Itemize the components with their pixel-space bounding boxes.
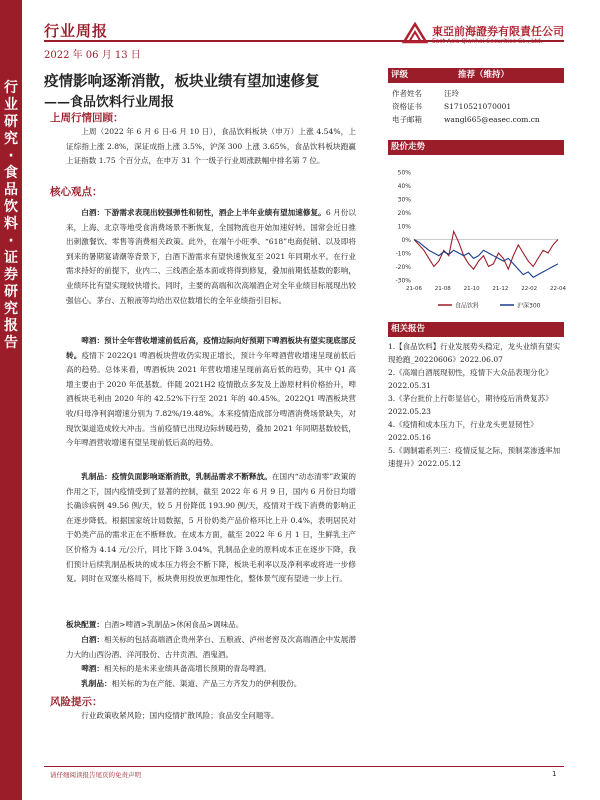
logo-mark-icon xyxy=(402,22,428,44)
analyst-email-key: 电子邮箱 xyxy=(392,115,422,124)
legend-label: 食品饮料 xyxy=(455,302,480,310)
risk-section-title: 风险提示： xyxy=(50,696,103,708)
analyst-cert-row xyxy=(388,100,564,113)
beer-lead: 啤酒：预计全年营收增速前低后高，疫情边际向好预期下啤酒板块有望实现底部反转。 xyxy=(66,336,356,360)
sidebar-band xyxy=(0,0,22,800)
analyst-name-row xyxy=(388,87,564,100)
disclaimer-note: 请仔细阅读报告尾页的免责声明 xyxy=(50,771,141,779)
review-paragraph: 上周（2022 年 6 月 6 日-6 月 10 日），食品饮料板块（申万）上涨 4.54%，上证综指上涨 2.8%，深证成指上涨 3.5%，沪深 300 上涨 3.65%，食品饮料板块跑赢上证指数 1.75 个百分点，在申万 31 个一级子行业周涨跌幅中排名第 7 位。 xyxy=(66,127,356,166)
pick-baijiu xyxy=(66,633,356,662)
analyst-email-row xyxy=(388,113,564,126)
x-tick-label: 21-08 xyxy=(434,286,451,292)
pick-dairy xyxy=(66,677,356,692)
logo-company-name-en: East Asia Qianhai Securities Co., Ltd. xyxy=(432,38,543,45)
report-date: 2022 年 06 月 13 日 xyxy=(44,50,141,61)
dairy-lead: 乳制品：疫情负面影响逐渐消散，乳制品需求不断释放。 xyxy=(81,472,272,481)
sidebar-category-text: 行业研究·食品饮料·证券研究报告 xyxy=(4,80,18,351)
pick-dairy-label: 乳制品： xyxy=(81,679,112,688)
x-tick-label: 22-02 xyxy=(521,286,538,292)
pick-baijiu-text: 相关标的包括高端酒企贵州茅台、五粮液、泸州老窖及次高端酒企中发展潜力大的山西汾酒、洋河股份、古井贡酒、酒鬼酒。 xyxy=(66,635,356,659)
sector-text: 白酒>啤酒>乳制品>休闲食品>调味品。 xyxy=(103,620,244,629)
y-tick-label: 0% xyxy=(401,237,411,244)
rating-box xyxy=(388,68,564,126)
dairy-text: 在国内“动态清零”政策的作用之下，国内疫情受到了显著的控制，截至 2022 年 6 月 9 日，国内 6 月份日均增长确诊病例 49.56 例/天，较 5 月份降低 193.90 例/天，疫情对于线下消费的影响正在逐步降低。根据国家统计局数据，5 月份奶类产品价格环比上升 0.4%，表明居民对于奶类产品的需求正在不断释放。在成本方面，截至 2022 年 6 月 1 日，生鲜乳主产区价格为 4.14 元/公斤，同比下降 3.04%，乳制品企业的原料成本正在逐步下降，我们预计后续乳制品板块的成本压力将会不断下降，板块毛利率以及净利率或将进一步修复。同时在双塞头格局下，板块费用投放更加理性化，整体景气度有望进一步上行。 xyxy=(66,472,357,584)
series-line-1 xyxy=(414,240,558,278)
sector-label: 板块配置： xyxy=(66,620,104,629)
analyst-email-value[interactable]: wangl665@easec.com.cn xyxy=(444,115,540,124)
analyst-cert-key: 资格证书 xyxy=(392,102,422,111)
y-tick-label: -10% xyxy=(395,250,411,258)
baijiu-text: 6 月份以来，上海、北京等地受食消费场景不断恢复，全国物流也开始加速好转。国常会近日推出刺激餐饮、零售等消费相关政策。此外，在端午小旺季、“618”电商促销、以及即将到来的暑期宴请潮等背景下，白酒下游需求有望快速恢复至 2021 年同期水平。在行业需求持好的前提下，业内二、三线酒企基本面或将得到修复，叠加前期低基数的影响，业绩环比有望实现较快增长。同时，主要的高端和次高端酒企对全年业绩目标展现出较强信心。茅台、五粮液等均给出双位数增长的全年业绩指引目标。 xyxy=(66,208,356,305)
pick-baijiu-label: 白酒： xyxy=(81,635,105,644)
related-header: 相关报告 xyxy=(388,322,564,337)
y-tick-label: -30% xyxy=(395,277,411,285)
y-tick-label: 20% xyxy=(397,210,411,217)
analyst-name-key: 作者姓名 xyxy=(392,89,422,98)
beer-text: 疫情下 2022Q1 啤酒板块营收仍实现正增长，预计今年啤酒营收增速呈现前低后高的趋势。总体来看，啤酒板块 2021 年营收增速呈现前高后低的趋势，其中 Q1 高增主要由于 2020 年低基数。伴随 2021H2 疫情散点多发及上游原材料价格抬升，啤酒板块毛利由 2020 年的 42.52%下行至 2021 年的 40.45%。2022Q1 啤酒板块营收/归母净利润增速分别为 7.82%/19.48%。本来疫情造成部分啤酒消费场景缺失，对现饮渠道造成较大冲击。当前疫情已出现边际转暖趋势，叠加 2021 年同期基数较低，今年啤酒营收增速有望呈现前低后高的趋势。 xyxy=(66,350,356,448)
pick-dairy-text: 相关标的为在产能、渠道、产品三方齐发力的伊利股份。 xyxy=(111,679,302,688)
dairy-paragraph xyxy=(66,470,356,587)
pick-beer-label: 啤酒： xyxy=(81,664,104,673)
rating-value: 推荐（维持） xyxy=(458,70,510,80)
sector-allocation xyxy=(66,618,356,633)
x-tick-label: 22-04 xyxy=(550,286,566,292)
y-tick-label: 50% xyxy=(397,169,411,177)
series-line-0 xyxy=(414,231,558,269)
x-tick-label: 21-06 xyxy=(406,286,422,292)
y-tick-label: 40% xyxy=(397,183,411,190)
company-logo xyxy=(402,20,562,50)
pick-beer xyxy=(66,662,356,677)
price-chart-svg xyxy=(388,162,564,314)
core-section-title: 核心观点： xyxy=(50,186,103,198)
rating-label: 评级 xyxy=(391,70,409,80)
report-type-title: 行业周报 xyxy=(44,22,109,40)
y-tick-label: -20% xyxy=(395,264,411,271)
related-report-3[interactable]: 3.《茅台批价上行彰显信心，期待疫后消费复苏》2022.05.23 xyxy=(388,394,553,416)
analyst-name-value: 汪玲 xyxy=(444,89,459,98)
report-main-title: 疫情影响逐渐消散，板块业绩有望加速修复 xyxy=(44,73,320,90)
price-chart xyxy=(388,162,564,314)
chart-header: 股价走势 xyxy=(388,140,564,155)
related-report-1[interactable]: 1.【食品饮料】行业发展势头稳定，龙头业绩有望实现抢跑_20220606》2022.06.07 xyxy=(388,342,561,364)
report-subtitle: ——食品饮料行业周报 xyxy=(44,95,175,110)
chart-box xyxy=(388,140,564,155)
legend-label: 沪深300 xyxy=(517,302,541,310)
pick-beer-text: 相关标的是未来业绩具备高增长预期的青岛啤酒。 xyxy=(103,664,272,673)
related-report-4[interactable]: 4.《疫情和成本压力下，行业龙头更显韧性》2022.05.16 xyxy=(388,420,538,442)
beer-paragraph xyxy=(66,334,356,451)
rating-bar xyxy=(388,68,564,83)
page-number: 1 xyxy=(552,770,557,778)
review-section-title: 上周行情回顾： xyxy=(50,112,124,124)
related-report-2[interactable]: 2.《高端白酒展现韧性，疫情下大众品表现分化》2022.05.31 xyxy=(388,368,553,390)
y-tick-label: 30% xyxy=(397,196,411,204)
analyst-cert-value: S1710521070001 xyxy=(444,102,512,111)
baijiu-paragraph xyxy=(66,206,356,308)
x-tick-label: 21-12 xyxy=(492,286,509,292)
related-box xyxy=(388,322,564,470)
risk-paragraph: 行业政策收紧风险；国内疫情扩散风险；食品安全问题等。 xyxy=(81,711,279,720)
footer-divider xyxy=(44,766,564,767)
x-tick-label: 21-10 xyxy=(463,286,480,292)
logo-company-name: 東亞前海證券有限責任公司 xyxy=(432,25,564,38)
baijiu-lead: 白酒：下游需求表现出较强弹性和韧性，酒企上半年业绩有望加速修复。 xyxy=(81,208,326,217)
related-report-5[interactable]: 5.《调制霜系列三：疫情反复之际，预制菜渗透率加速提升》2022.05.12 xyxy=(388,446,561,468)
y-tick-label: 10% xyxy=(397,223,411,231)
